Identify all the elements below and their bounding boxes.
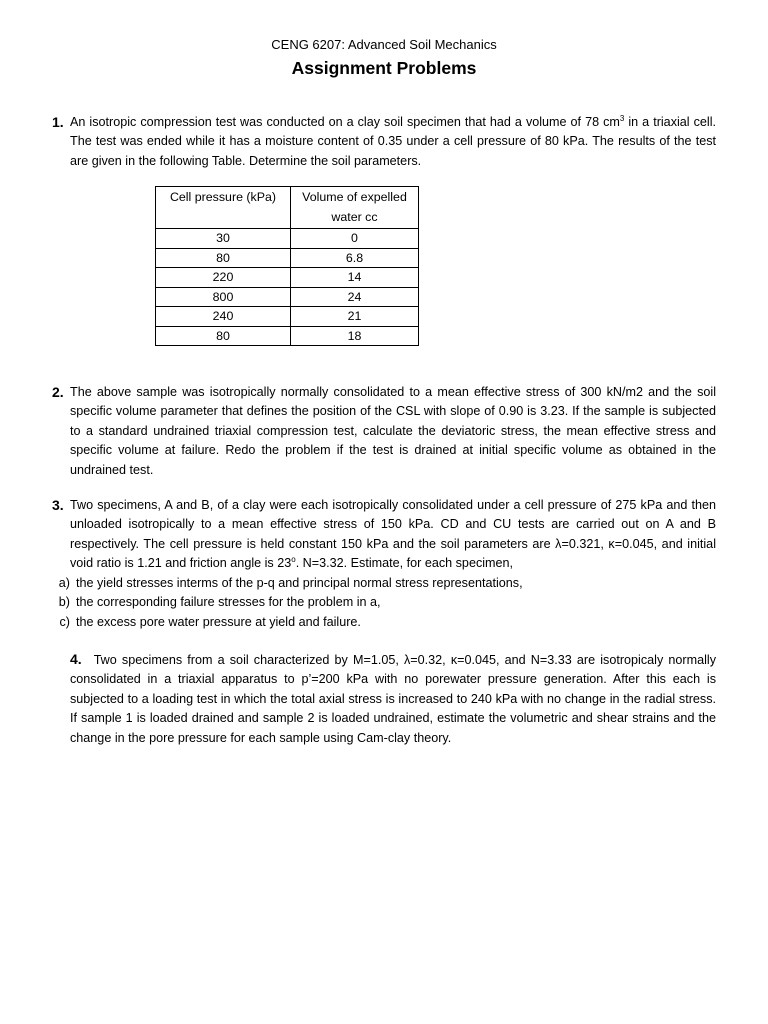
problem-4-text [70,650,716,748]
table-row [156,229,419,249]
page-title: Assignment Problems [291,58,477,78]
problem-4-number: 4. [70,651,82,667]
sub-item-letter: a) [58,576,70,590]
table-cell: 18 [291,326,419,346]
list-item [47,574,727,593]
problem-2-text: The above sample was isotropically normally consolidated to a mean effective stress of 300 kN/m2 and the soil specific volume parameter that defines the position of the CSL with slope of 0.90 is 3.23. If the sample is subjected to a standard undrained triaxial compression test, calculate the deviatoric stress, the mean effective stress and specific volume at failure. Redo the problem if the test is drained at initial specific volume as obtained in the undrained test. [70,385,716,477]
table-cell: 220 [156,268,291,288]
table-cell: 80 [156,248,291,268]
problem-3-text [70,496,716,574]
problem-3-sub-items [47,574,727,632]
problem-1-text [70,113,716,171]
problem-2-number: 2. [52,384,64,400]
sub-item-letter: b) [58,595,70,610]
table-row [156,248,419,268]
table-row [156,287,419,307]
list-item [47,593,727,612]
problem-1-text-b: in a triaxial cell. The test was ended while it has a moisture content of 0.35 under a cell pressure of 80 kPa. The results of the test are given in the following Table. Determine the soil parameters. [70,115,716,168]
sub-item-text: the yield stresses interms of the p-q and principal normal stress representations, [76,576,523,590]
problem-1-number: 1. [52,114,64,130]
table-header-row [156,187,419,229]
sub-item-text: the excess pore water pressure at yield and failure. [76,614,361,629]
list-item [47,613,727,632]
table-cell: 21 [291,307,419,327]
problem-1-superscript: 3 [619,113,625,123]
problem-3-text-b: . N=3.32. Estimate, for each specimen, [295,556,514,571]
table-cell: 30 [156,229,291,249]
table-header-cell-pressure: Cell pressure (kPa) [156,187,291,229]
course-title: CENG 6207: Advanced Soil Mechanics [271,37,497,52]
table-row [156,326,419,346]
table-row [156,268,419,288]
table-cell: 6.8 [291,248,419,268]
table-cell: 240 [156,307,291,327]
table-cell: 800 [156,287,291,307]
table-header-volume: Volume of expelled water cc [291,187,419,229]
problem-1-text-a: An isotropic compression test was conducted on a clay soil specimen that had a volume of 78 cm [70,115,620,129]
table-cell: 24 [291,287,419,307]
table-row [156,307,419,327]
table-cell: 80 [156,326,291,346]
table-cell: 14 [291,268,419,288]
sub-item-letter: c) [59,614,70,629]
problem-3-text-a: Two specimens, A and B, of a clay were each isotropically consolidated under a cell pressure of 275 kPa and then unloaded isotropically to a mean effective stress of 150 kPa. CD and CU tests are carried out on A and B respectively. The cell pressure is held constant 150 kPa and the soil parameters are λ=0.321, κ=0.045, and initial void ratio is 1.21 and friction angle is 23 [70,498,716,571]
problem-4-body: Two specimens from a soil characterized by M=1.05, λ=0.32, κ=0.045, and N=3.33 are isotropicaly normally consolidated in a triaxial apparatus to p’=200 kPa with no porewater pressure generation. After this each is subjected to a loading test in which the total axial stress is increased to 240 kPa with no change in the radial stress. If sample 1 is loaded drained and sample 2 is loaded undrained, estimate the volumetric and shear strains and the change in the pore pressure for each sample using Cam-clay theory. [70,653,716,745]
problem-3-number: 3. [52,497,64,513]
table-cell: 0 [291,229,419,249]
sub-item-text: the corresponding failure stresses for the problem in a, [76,595,381,610]
results-table [155,186,419,346]
problem-3-superscript: o [291,555,296,565]
